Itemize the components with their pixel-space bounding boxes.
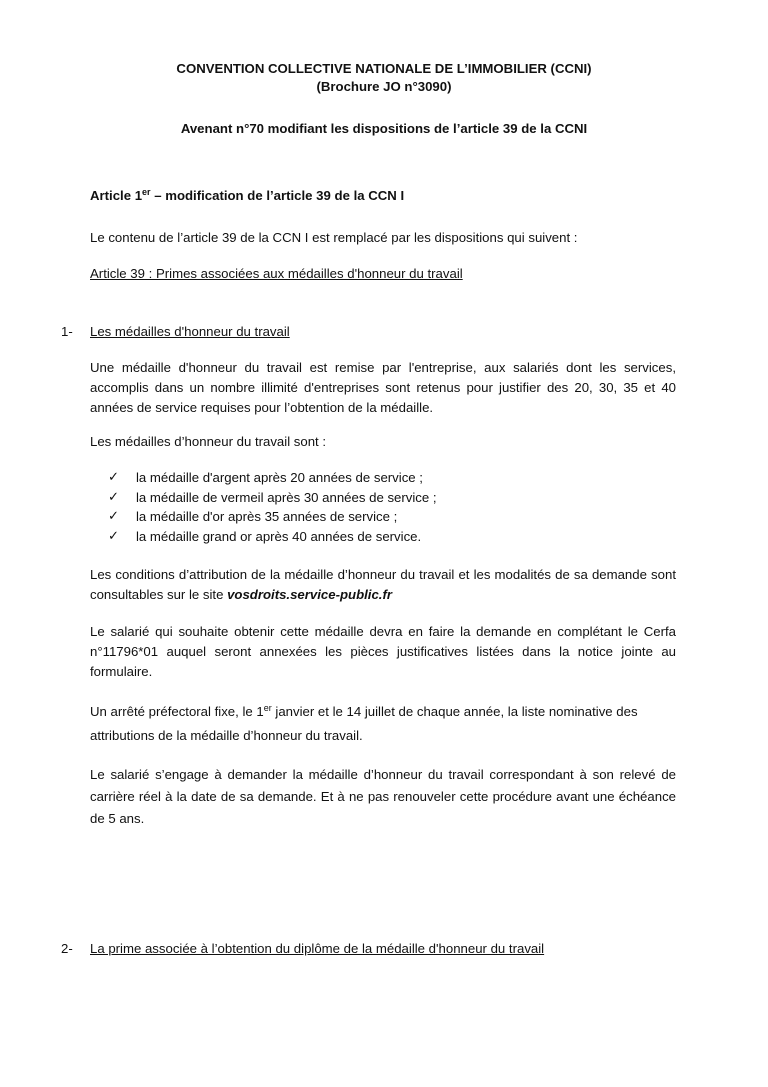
document-header [0,60,768,96]
convention-title: CONVENTION COLLECTIVE NATIONALE DE L’IMMOBILIER (CCNI) [176,61,592,76]
service-public-site: vosdroits.service-public.fr [227,587,392,602]
article-1-intro: Le contenu de l’article 39 de la CCN I est remplacé par les dispositions qui suivent : [90,230,578,245]
section-2-title: La prime associée à l’obtention du diplôme de la médaille d'honneur du travail [90,941,545,956]
list-item: ✓ la médaille grand or après 40 années de service. [108,527,437,547]
section-2-number: 2- [61,941,73,956]
article-39-title: Article 39 : Primes associées aux médailles d'honneur du travail [90,266,463,281]
list-item: ✓ la médaille d'or après 35 années de service ; [108,507,437,527]
medals-list-intro: Les médailles d’honneur du travail sont : [90,434,327,449]
list-item: ✓ la médaille d'argent après 20 années de service ; [108,468,437,488]
article-1-heading: Article 1er – modification de l’article 39 de la CCN I [90,187,405,203]
arrete-paragraph: Un arrêté préfectoral fixe, le 1er janvier et le 14 juillet de chaque année, la liste nominative des attributions de la médaille d’honneur du travail. [90,703,638,743]
medals-list [108,468,437,546]
section-1-paragraph: Une médaille d'honneur du travail est remise par l'entreprise, aux salariés dont les services, accomplis dans un nombre illimité d'entreprises sont retenus pour justifier des 20, 30, 35 et 40 années de service requises pour l’obtention de la médaille. [90,360,676,415]
avenant-title: Avenant n°70 modifiant les dispositions de l’article 39 de la CCNI [180,121,588,136]
checkmark-icon: ✓ [108,509,120,524]
section-1-number: 1- [61,324,73,339]
checkmark-icon: ✓ [108,470,120,485]
section-1-title: Les médailles d'honneur du travail [90,324,290,339]
cerfa-paragraph: Le salarié qui souhaite obtenir cette médaille devra en faire la demande en complétant le Cerfa n°11796*01 auquel seront annexées les pièces justificatives listées dans la notice jointe au formulaire. [90,624,676,679]
engagement-paragraph: Le salarié s’engage à demander la médaille d’honneur du travail correspondant à son relevé de carrière réel à la date de sa demande. Et à ne pas renouveler cette procédure avant une échéance de 5 ans. [90,767,676,826]
list-item: ✓ la médaille de vermeil après 30 années de service ; [108,488,437,508]
checkmark-icon: ✓ [108,528,120,544]
brochure-reference: (Brochure JO n°3090) [316,79,452,94]
conditions-paragraph: Les conditions d’attribution de la médaille d’honneur du travail et les modalités de sa demande sont consultables sur le site vosdroits.service-public.fr [90,567,676,602]
checkmark-icon: ✓ [108,489,120,505]
